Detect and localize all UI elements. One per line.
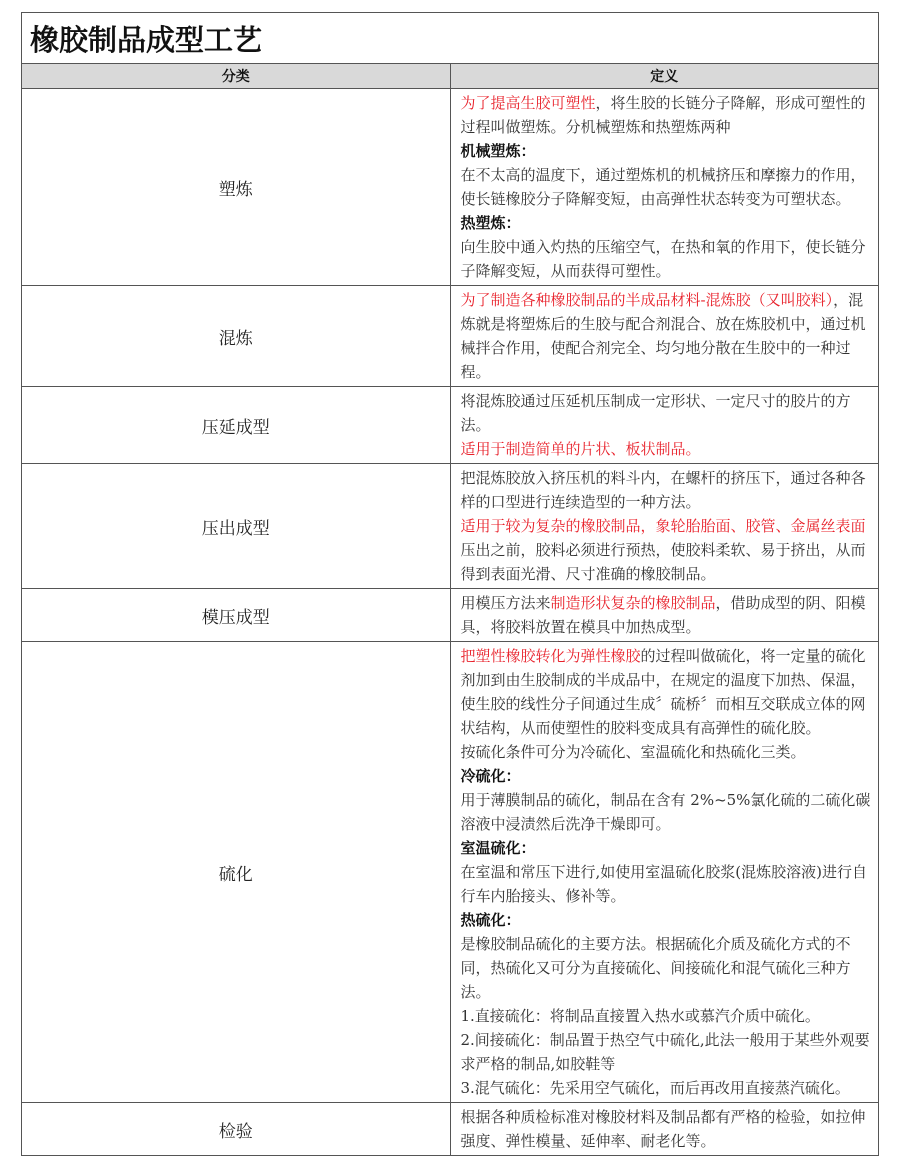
table-row — [22, 642, 879, 1103]
category-cell: 模压成型 — [22, 589, 451, 642]
definition-cell — [450, 1103, 879, 1156]
definition-text: 的过程叫做硫化，将一定量的硫化剂加到由生胶制成的半成品中，在规定的温度下加热、保温，使生胶的线性分子间通过生成〞硫桥〞而相互交联成立体的网状结构，从而使塑性的胶料变成具有高弹性的硫化胶。 — [460, 647, 866, 737]
category-cell: 混炼 — [22, 286, 451, 387]
definition-cell — [450, 464, 879, 589]
definition-text: 在室温和常压下进行,如使用室温硫化胶浆(混炼胶溶液)进行自行车内胎接头、修补等。 — [460, 863, 867, 905]
table-row — [22, 589, 879, 642]
category-cell: 压出成型 — [22, 464, 451, 589]
category-header: 分类 — [22, 64, 451, 89]
definition-cell — [450, 286, 879, 387]
category-cell: 检验 — [22, 1103, 451, 1156]
table-row — [22, 1103, 879, 1156]
definition-text: 用于薄膜制品的硫化，制品在含有 2%~5%氯化硫的二硫化碳溶液中浸渍然后洗净干燥即可。 — [460, 791, 871, 833]
highlight-text: 为了制造各种橡胶制品的半成品材料-混炼胶（又叫胶料） — [460, 291, 834, 309]
subheading-text: 机械塑炼： — [460, 142, 536, 160]
category-cell: 塑炼 — [22, 89, 451, 286]
definition-text: 压出之前，胶料必须进行预热，使胶料柔软、易于挤出，从而得到表面光滑、尺寸准确的橡胶制品。 — [460, 541, 866, 583]
process-table — [21, 12, 879, 1156]
definition-cell — [450, 642, 879, 1103]
definition-text: 用模压方法来 — [460, 594, 551, 612]
definition-text: 2.间接硫化：制品置于热空气中硫化,此法一般用于某些外观要求严格的制品,如胶鞋等 — [460, 1031, 870, 1073]
title-row — [22, 13, 879, 64]
category-cell: 硫化 — [22, 642, 451, 1103]
table-body — [22, 89, 879, 1156]
table-row — [22, 286, 879, 387]
process-table-container — [21, 12, 879, 1156]
definition-cell — [450, 387, 879, 464]
subheading-text: 热硫化： — [460, 911, 521, 929]
highlight-text: 为了提高生胶可塑性 — [460, 94, 596, 112]
definition-cell — [450, 589, 879, 642]
highlight-text: 适用于较为复杂的橡胶制品，象轮胎胎面、胶管、金属丝表面 — [460, 517, 866, 535]
highlight-text: 制造形状复杂的橡胶制品 — [550, 594, 716, 612]
header-row — [22, 64, 879, 89]
highlight-text: 适用于制造简单的片状、板状制品。 — [460, 440, 701, 458]
definition-text: ，将生胶的长链分子降解，形成可塑性的过程叫做塑炼。分机械塑炼和热塑炼两种 — [460, 94, 866, 136]
highlight-text: 把塑性橡胶转化为弹性橡胶 — [460, 647, 641, 665]
definition-text: 按硫化条件可分为冷硫化、室温硫化和热硫化三类。 — [460, 743, 806, 761]
definition-cell — [450, 89, 879, 286]
definition-text: 把混炼胶放入挤压机的料斗内，在螺杆的挤压下，通过各种各样的口型进行连续造型的一种方法。 — [460, 469, 866, 511]
definition-text: 在不太高的温度下，通过塑炼机的机械挤压和摩擦力的作用，使长链橡胶分子降解变短，由高弹性状态转变为可塑状态。 — [460, 166, 866, 208]
definition-text: 1.直接硫化：将制品直接置入热水或慕汽介质中硫化。 — [460, 1007, 820, 1025]
definition-text: 根据各种质检标准对橡胶材料及制品都有严格的检验，如拉伸强度、弹性模量、延伸率、耐老化等。 — [460, 1108, 866, 1150]
definition-text: 向生胶中通入灼热的压缩空气，在热和氧的作用下，使长链分子降解变短，从而获得可塑性。 — [460, 238, 866, 280]
subheading-text: 室温硫化： — [460, 839, 536, 857]
definition-header: 定义 — [450, 64, 879, 89]
subheading-text: 热塑炼： — [460, 214, 521, 232]
definition-text: ，借助成型的阴、阳模具，将胶料放置在模具中加热成型。 — [460, 594, 866, 636]
table-row — [22, 89, 879, 286]
category-cell: 压延成型 — [22, 387, 451, 464]
table-row — [22, 387, 879, 464]
table-title: 橡胶制品成型工艺 — [22, 13, 879, 64]
table-row — [22, 464, 879, 589]
definition-text: ，混炼就是将塑炼后的生胶与配合剂混合、放在炼胶机中，通过机械拌合作用，使配合剂完全、均匀地分散在生胶中的一种过程。 — [460, 291, 866, 381]
definition-text: 将混炼胶通过压延机压制成一定形状、一定尺寸的胶片的方法。 — [460, 392, 851, 434]
definition-text: 是橡胶制品硫化的主要方法。根据硫化介质及硫化方式的不同，热硫化又可分为直接硫化、间接硫化和混气硫化三种方法。 — [460, 935, 851, 1001]
subheading-text: 冷硫化： — [460, 767, 521, 785]
definition-text: 3.混气硫化：先采用空气硫化，而后再改用直接蒸汽硫化。 — [460, 1079, 850, 1097]
